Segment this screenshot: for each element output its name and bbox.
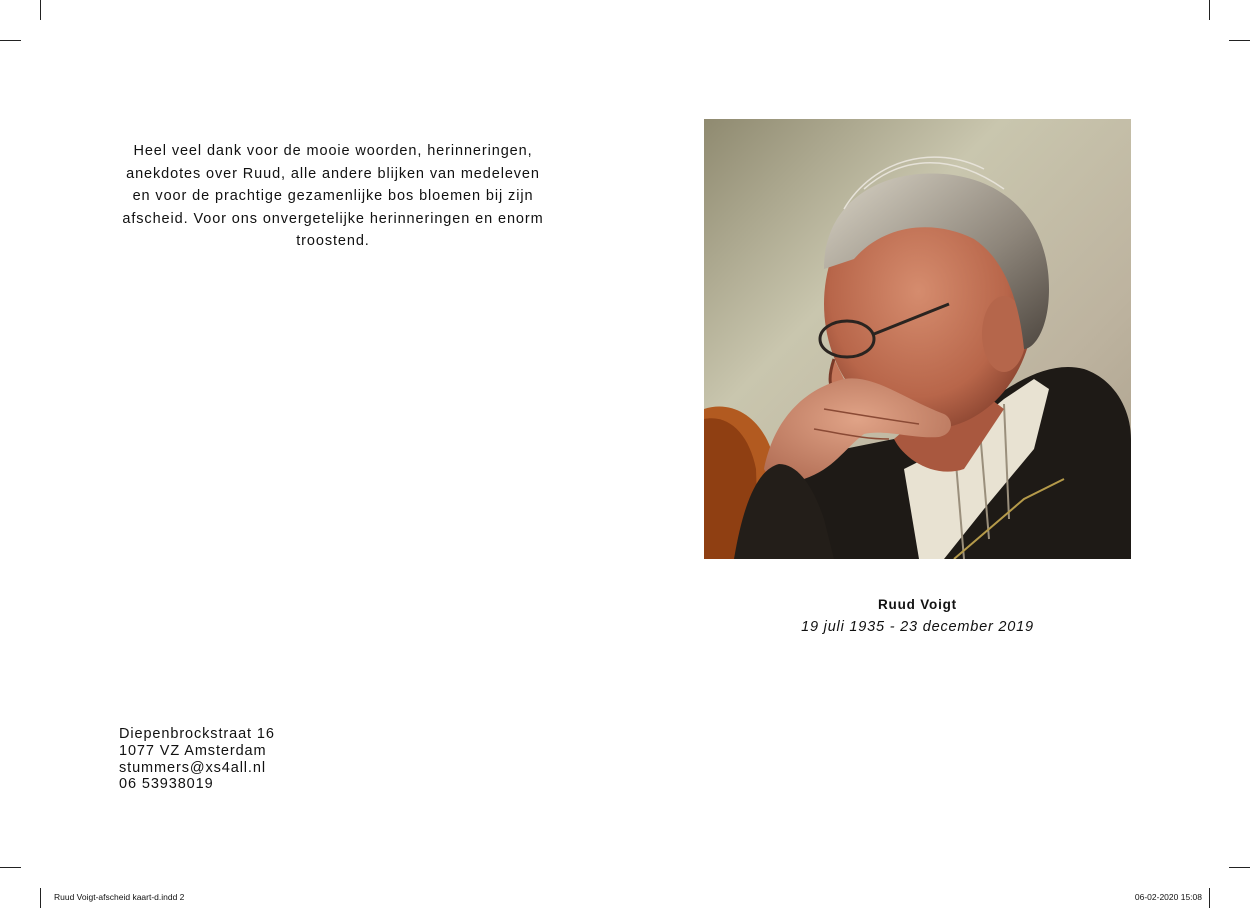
print-slug-timestamp: 06-02-2020 15:08 [1134,892,1202,902]
crop-mark-left-bottom [0,867,21,868]
crop-mark-bottom-right [1209,888,1210,908]
address-city: 1077 VZ Amsterdam [119,742,267,759]
crop-mark-top-right [1209,0,1210,20]
contact-address-block [119,726,275,793]
crop-mark-right-top [1229,40,1250,41]
person-dates: 19 juli 1935 - 23 december 2019 [801,619,1034,635]
address-phone: 06 53938019 [119,776,214,793]
portrait-photo-icon [704,119,1131,559]
crop-mark-right-bottom [1229,867,1250,868]
crop-mark-top-left [40,0,41,20]
crop-mark-left-top [0,40,21,41]
address-street: Diepenbrockstraat 16 [119,726,275,742]
person-name: Ruud Voigt [878,597,957,612]
print-slug-file: Ruud Voigt-afscheid kaart-d.indd 2 [54,892,185,902]
portrait-photo [704,119,1131,559]
address-email: stummers@xs4all.nl [119,759,266,776]
crop-mark-bottom-left [40,888,41,908]
thank-you-message: Heel veel dank voor de mooie woorden, herinneringen, anekdotes over Ruud, alle andere blijken van medeleven en voor de prachtige gezamenlijke bos bloemen bij zijn afscheid. Voor ons onvergetelijke herinneringen en enorm troostend. [122,143,544,250]
